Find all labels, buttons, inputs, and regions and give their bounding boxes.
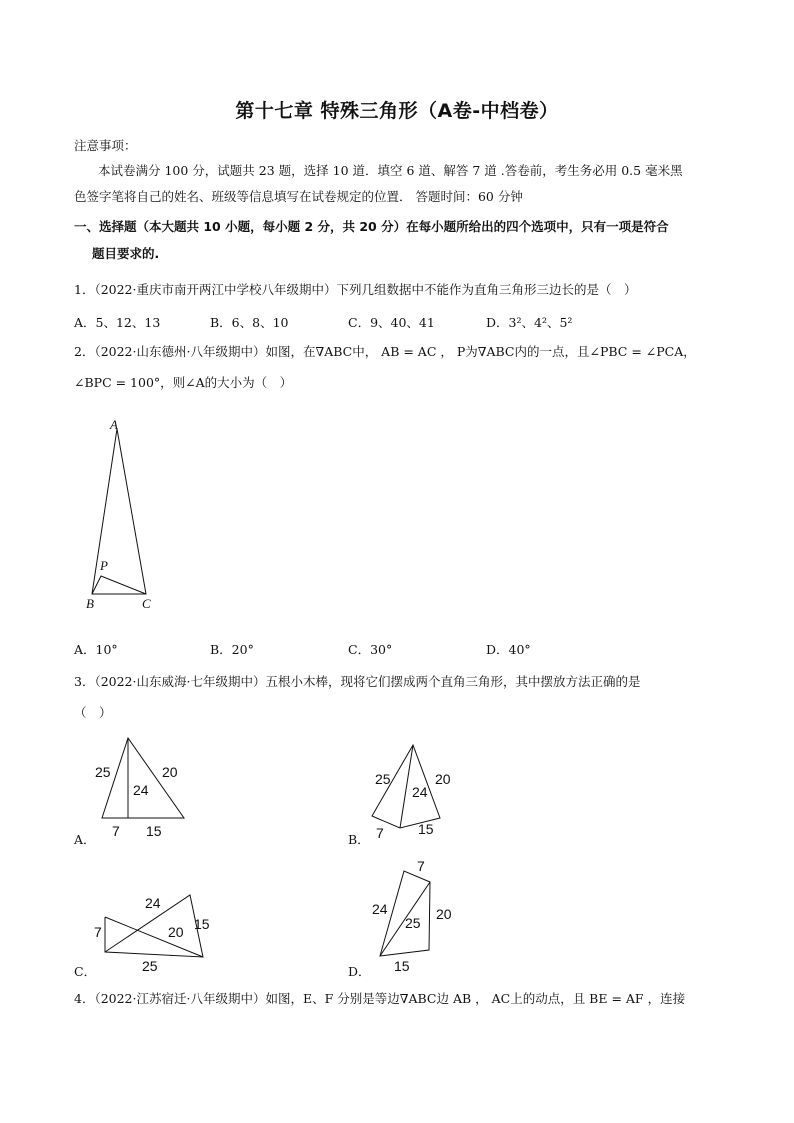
q2-option-c: C．30° bbox=[348, 642, 393, 657]
q4-stem-line-1: 4．（2022·江苏宿迁·八年级期中）如图，E、F 分别是等边∇ABC边 AB ， AC上的动点，且 BE = AF ，连接 bbox=[74, 991, 686, 1006]
section-heading-line-2: 题目要求的. bbox=[92, 246, 160, 261]
fig-c-label-15: 15 bbox=[194, 916, 210, 932]
q1-option-b: B．6、8、10 bbox=[210, 315, 289, 330]
fig-a-label-20: 20 bbox=[162, 764, 178, 780]
q1-option-c: C．9、40、41 bbox=[348, 315, 435, 330]
fig-d-label-7: 7 bbox=[417, 858, 425, 874]
fig-b-label-7: 7 bbox=[376, 825, 384, 841]
q3-option-c-label: C． bbox=[74, 964, 97, 979]
fig-a-label-25: 25 bbox=[95, 764, 111, 780]
notice-line-2: 色签字笔将自己的姓名、班级等信息填写在试卷规定的位置． 答题时间：60 分钟 bbox=[74, 189, 523, 204]
q3-option-a-label: A． bbox=[74, 832, 96, 847]
section-heading-line-1: 一、选择题（本大题共 10 小题，每小题 2 分，共 20 分）在每小题所给出的四个选项中，只有一项是符合 bbox=[74, 219, 669, 234]
vertex-label-c: C bbox=[142, 596, 151, 611]
fig-d-label-20: 20 bbox=[436, 906, 452, 922]
fig-d-label-24: 24 bbox=[372, 901, 388, 917]
fig-c-label-24: 24 bbox=[145, 895, 161, 911]
q1-stem: 1．（2022·重庆市南开两江中学校八年级期中）下列几组数据中不能作为直角三角形三边长的是（ ） bbox=[74, 282, 637, 297]
fig-a-label-24: 24 bbox=[133, 782, 149, 798]
fig-b-label-20: 20 bbox=[435, 771, 451, 787]
fig-b-label-24: 24 bbox=[412, 784, 428, 800]
point-label-p: P bbox=[100, 558, 108, 573]
fig-c-label-20: 20 bbox=[168, 924, 184, 940]
q2-stem-line-1: 2．（2022·山东德州·八年级期中）如图，在∇ABC中， AB = AC ， P为∇ABC内的一点，且∠PBC = ∠PCA， bbox=[74, 344, 696, 359]
vertex-label-a: A bbox=[110, 417, 118, 432]
fig-b-label-25: 25 bbox=[375, 771, 391, 787]
fig-b-label-15: 15 bbox=[418, 821, 434, 837]
q3-stem-line-1: 3．（2022·山东威海·七年级期中）五根小木棒，现将它们摆成两个直角三角形，其中摆放方法正确的是 bbox=[74, 674, 641, 689]
q3-stem-line-2: （ ） bbox=[74, 705, 112, 720]
fig-a-label-15: 15 bbox=[146, 823, 162, 839]
page-title: 第十七章 特殊三角形（A卷-中档卷） bbox=[235, 100, 559, 122]
fig-d-label-25: 25 bbox=[405, 915, 421, 931]
notice-heading: 注意事项： bbox=[74, 138, 137, 153]
fig-c-label-7: 7 bbox=[94, 924, 102, 940]
q2-option-d: D．40° bbox=[486, 642, 531, 657]
q3-option-d-label: D． bbox=[348, 964, 371, 979]
fig-c-label-25: 25 bbox=[142, 958, 158, 974]
q2-stem-line-2: ∠BPC = 100°，则∠A的大小为（ ） bbox=[74, 375, 293, 390]
q3-figure-c bbox=[94, 895, 210, 974]
q3-option-b-label: B． bbox=[348, 832, 370, 847]
q1-option-d: D．3²、4²、5² bbox=[486, 315, 573, 330]
fig-a-label-7: 7 bbox=[112, 823, 120, 839]
q3-figure-d bbox=[372, 858, 452, 974]
q3-figure-a bbox=[95, 738, 184, 839]
q2-option-a: A．10° bbox=[74, 642, 118, 657]
q1-option-a: A．5、12、13 bbox=[74, 315, 161, 330]
q3-figure-b bbox=[372, 745, 451, 841]
notice-line-1: 本试卷满分 100 分，试题共 23 题，选择 10 道．填空 6 道、解答 7 道 .答卷前，考生务必用 0.5 毫米黑 bbox=[98, 163, 683, 178]
vertex-label-b: B bbox=[86, 596, 94, 611]
q2-option-b: B．20° bbox=[210, 642, 254, 657]
fig-d-label-15: 15 bbox=[394, 958, 410, 974]
